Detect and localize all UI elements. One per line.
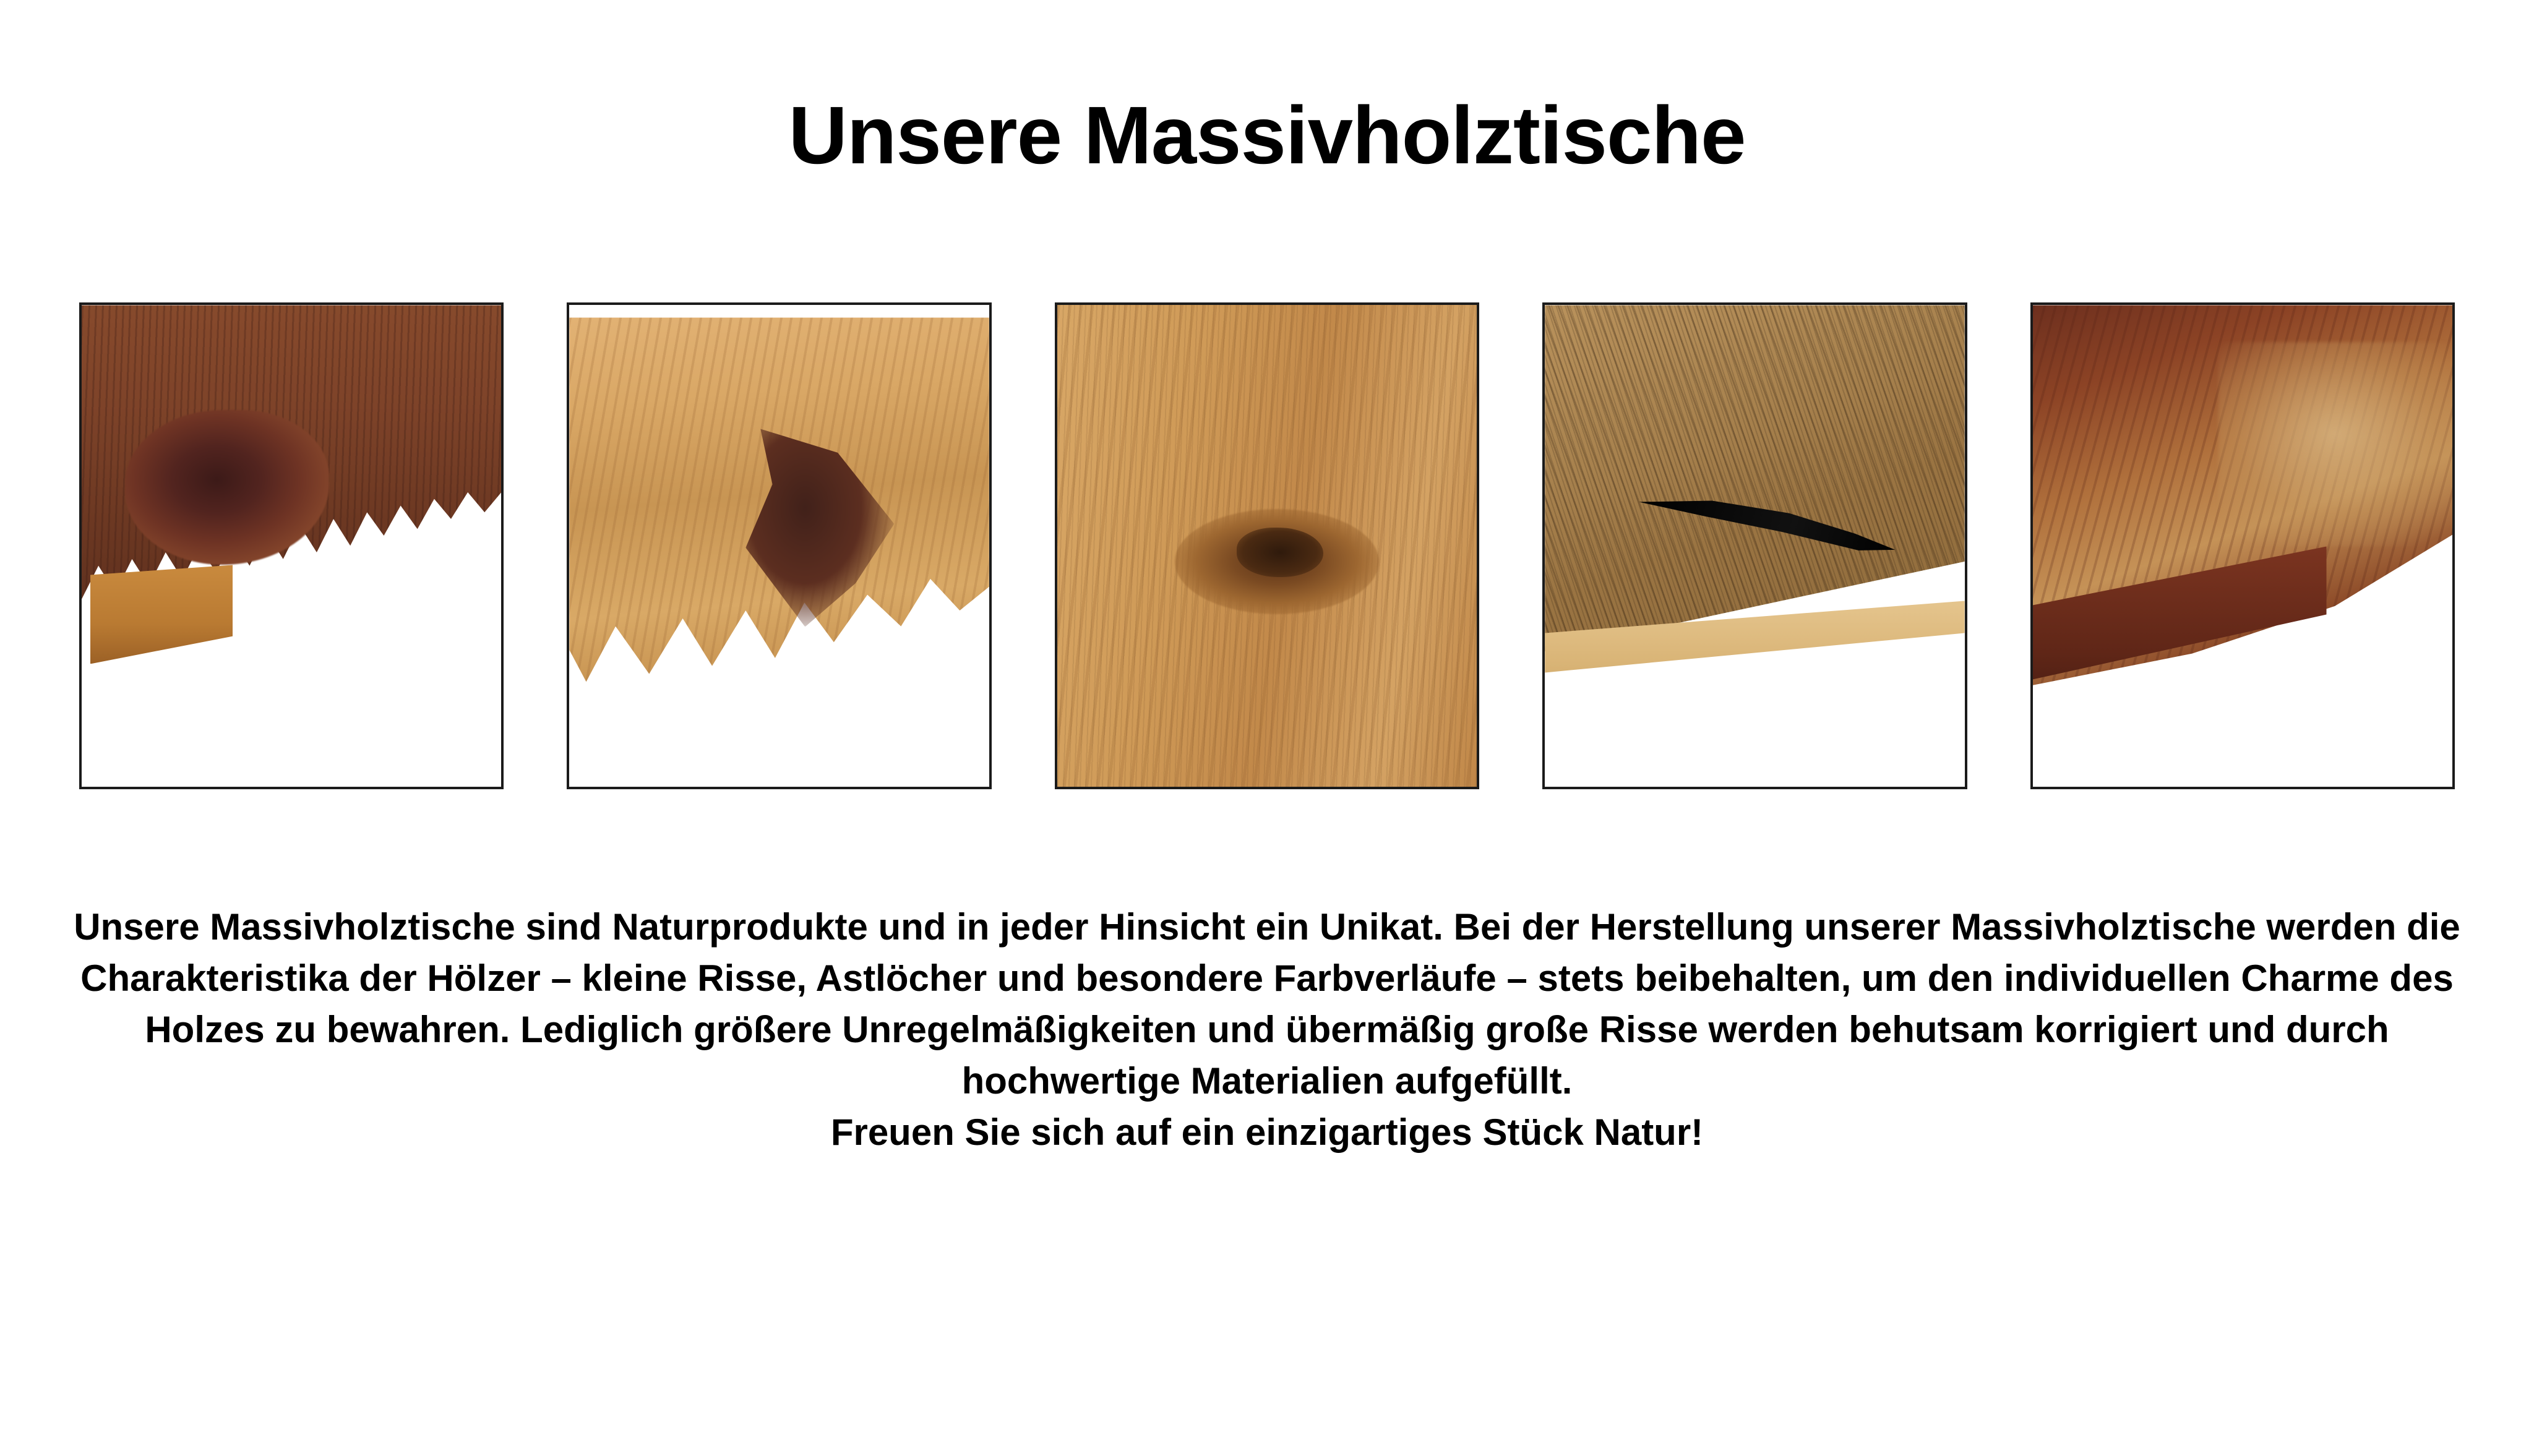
wood-knot-core-shape	[1237, 528, 1323, 577]
body-copy	[68, 902, 2466, 1158]
body-paragraph-1: Unsere Massivholztische sind Naturprodukte und in jeder Hinsicht ein Unikat. Bei der Herstellung unserer Massivholztische werden die Charakteristika der Hölzer – kleine Risse, Astlöcher und besondere Farbverläufe – stets beibehalten, um den individuellen Charme des Holzes zu bewahren. Lediglich größere Unregelmäßigkeiten und übermäßig große Risse werden behutsam korrigiert und durch hochwertige Materialien aufgefüllt.	[74, 906, 2460, 1102]
wood-knot-shape	[125, 410, 329, 565]
wood-table-photo-strip	[54, 293, 2480, 799]
wood-photo-5-image	[2033, 305, 2452, 787]
slab-underside-shape	[90, 565, 233, 664]
body-paragraph-2: Freuen Sie sich auf ein einzigartiges Stück Natur!	[830, 1111, 1704, 1153]
wood-photo-5	[2030, 302, 2455, 789]
page-title: Unsere Massivholztische	[788, 90, 1746, 181]
document-page	[0, 54, 2534, 1456]
wood-photo-2	[567, 302, 991, 789]
wood-photo-4-image	[1545, 305, 1964, 787]
sawn-surface-shape	[1545, 305, 1964, 651]
wood-photo-1-image	[82, 305, 501, 787]
pale-grain-highlight-shape	[2218, 342, 2455, 546]
wood-photo-4	[1542, 302, 1967, 789]
wood-photo-1	[79, 302, 504, 789]
wood-photo-2-image	[569, 305, 989, 787]
wood-photo-3-image	[1057, 305, 1477, 787]
wood-photo-3	[1055, 302, 1479, 789]
